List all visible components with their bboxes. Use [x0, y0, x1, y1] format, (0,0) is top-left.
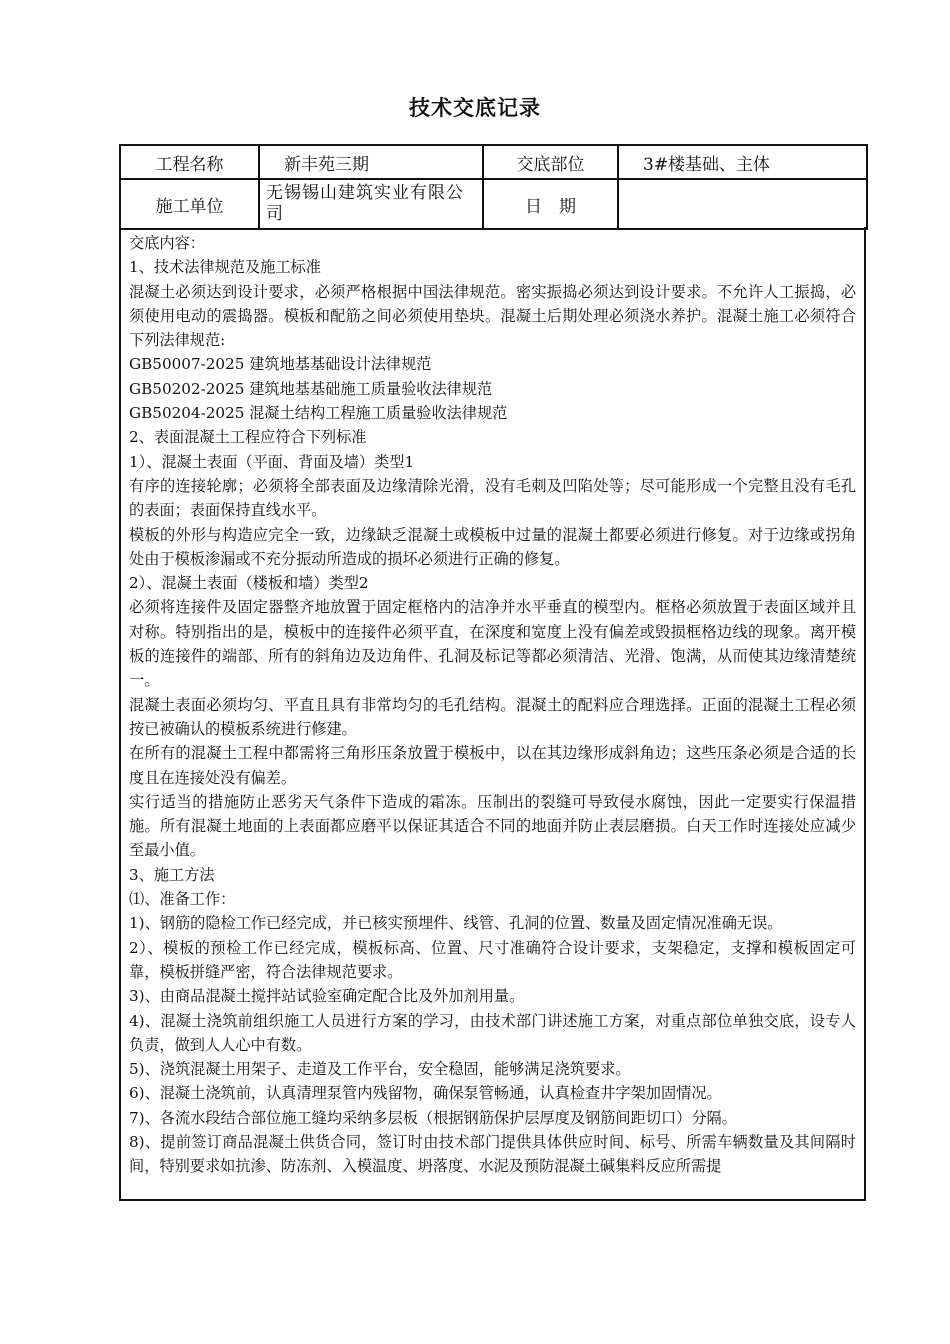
paragraph: 模板的外形与构造应完全一致，边缘缺乏混凝土或模板中过量的混凝土都要必须进行修复。对于边缘或拐角处由于模板渗漏或不充分振动所造成的损坏必须进行正确的修复。 [129, 525, 856, 568]
standard-item: GB50007-2025 建筑地基基础设计法律规范 [129, 355, 432, 374]
header-row [120, 145, 867, 179]
handover-part-label: 交底部位 [483, 145, 618, 179]
section-heading: 3、施工方法 [129, 865, 215, 884]
list-item: 4)、混凝土浇筑前组织施工人员进行方案的学习，由技术部门讲述施工方案，对重点部位单独交底，设专人负责，做到人人心中有数。 [129, 1011, 856, 1054]
content-heading: 交底内容： [129, 234, 205, 252]
date-label: 日 期 [483, 179, 618, 229]
subsection-heading: 2）、混凝土表面（楼板和墙）类型2 [129, 574, 369, 593]
handover-content [119, 227, 866, 1201]
date-value [618, 179, 867, 229]
list-item: 7)、各流水段结合部位施工缝均采纳多层板（根据钢筋保护层厚度及钢筋间距切口）分隔。 [129, 1108, 737, 1127]
paragraph: 混凝土表面必须均匀、平直且具有非常均匀的毛孔结构。混凝土的配料应合理选择。正面的混凝土工程必须按已被确认的模板系统进行修建。 [129, 695, 856, 738]
construction-unit-label: 施工单位 [120, 179, 259, 229]
list-item: 6)、混凝土浇筑前，认真清理泵管内残留物，确保泵管畅通，认真检查井字架加固情况。 [129, 1084, 722, 1103]
section-heading: 2、表面混凝土工程应符合下列标准 [129, 428, 367, 447]
list-item: 2）、模板的预检工作已经完成，模板标高、位置、尺寸准确符合设计要求，支架稳定，支撑和模板固定可靠，模板拼缝严密，符合法律规范要求。 [129, 938, 856, 981]
paragraph: 在所有的混凝土工程中都需将三角形压条放置于模板中，以在其边缘形成斜角边；这些压条必须是合适的长度且在连接处没有偏差。 [129, 744, 856, 787]
subsection-heading: 1）、混凝土表面（平面、背面及墙）类型1 [129, 452, 415, 471]
handover-part-value: 3#楼基础、主体 [618, 145, 867, 179]
paragraph: 必须将连接件及固定器整齐地放置于固定框格内的洁净并水平垂直的模型内。框格必须放置于表面区域并且对称。特别指出的是，模板中的连接件必须平直，在深度和宽度上没有偏差或毁损框格边线的现象。离开模板的连接件的端部、所有的斜角边及边角件、孔洞及标记等都必须清洁、光滑、饱满，从而使其边缘清楚统一。 [129, 598, 856, 690]
list-item: 8)、提前签订商品混凝土供货合同，签订时由技术部门提供具体供应时间、标号、所需车辆数量及其间隔时间，特别要求如抗渗、防冻剂、入模温度、坍落度、水泥及预防混凝土碱集料反应所需提 [129, 1132, 856, 1176]
project-name-label: 工程名称 [120, 145, 259, 179]
section-heading: 1、技术法律规范及施工标准 [129, 258, 321, 277]
list-item: 5)、浇筑混凝土用架子、走道及工作平台，安全稳固，能够满足浇筑要求。 [129, 1060, 631, 1079]
header-table [119, 144, 868, 230]
list-item: 3)、由商品混凝土搅拌站试验室确定配合比及外加剂用量。 [129, 987, 525, 1006]
subsection-heading: ⑴、准备工作： [129, 890, 236, 909]
paragraph: 实行适当的措施防止恶劣天气条件下造成的霜冻。压制出的裂缝可导致侵水腐蚀，因此一定要实行保温措施。所有混凝土地面的上表面都应磨平以保证其适合不同的地面并防止表层磨损。白天工作时连接处应减少至最小值。 [129, 792, 856, 860]
paragraph: 有序的连接轮廓；必须将全部表面及边缘清除光滑，没有毛刺及凹陷处等；尽可能形成一个完整且没有毛孔的表面；表面保持直线水平。 [129, 476, 856, 520]
paragraph: 混凝土必须达到设计要求，必须严格根据中国法律规范。密实振捣必须达到设计要求。不允许人工振捣，必须使用电动的震捣器。模板和配筋之间必须使用垫块。混凝土后期处理必须浇水养护。混凝土施工必须符合下列法律规范: [129, 282, 856, 350]
page-title: 技术交底记录 [409, 95, 541, 120]
construction-unit-value: 无锡锡山建筑实业有限公司 [259, 179, 483, 229]
standard-item: GB50204-2025 混凝土结构工程施工质量验收法律规范 [129, 404, 508, 423]
list-item: 1)、钢筋的隐检工作已经完成，并已核实预埋件、线管、孔洞的位置、数量及固定情况准确无误。 [129, 914, 783, 933]
header-row [120, 179, 867, 229]
project-name-value: 新丰苑三期 [259, 145, 483, 179]
standard-item: GB50202-2025 建筑地基基础施工质量验收法律规范 [129, 379, 493, 398]
